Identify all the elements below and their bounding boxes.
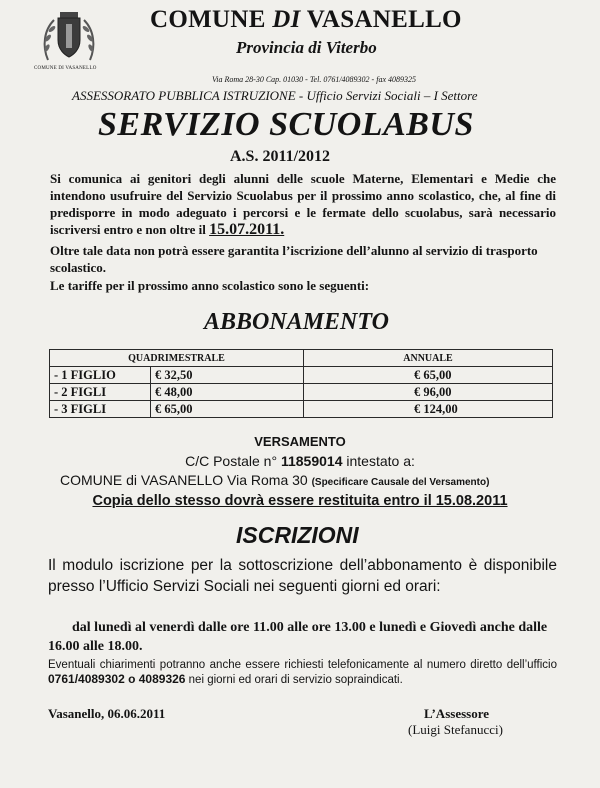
postal-account-line: C/C Postale n° 11859014 intestato a: xyxy=(185,453,415,469)
table-row xyxy=(50,384,553,401)
signatory-role: L’Assessore xyxy=(424,706,490,721)
postal-account-number: 11859014 xyxy=(280,453,343,469)
guarantee-paragraph: Oltre tale data non potrà essere garantita l’iscrizione dell’alunno al servizio di trasporto scolastico. xyxy=(50,243,538,275)
registration-deadline: 15.07.2011. xyxy=(209,221,285,238)
address-line: Via Roma 28-30 Cap. 01030 - Tel. 0761/4089302 - fax 4089325 xyxy=(212,75,416,84)
abbonamento-heading: ABBONAMENTO xyxy=(204,309,389,335)
office-line: ASSESSORATO PUBBLICA ISTRUZIONE - Ufficio Servizi Sociali – I Settore xyxy=(72,88,478,103)
table-row xyxy=(50,367,553,384)
province-subtitle: Provincia di Viterbo xyxy=(236,38,377,57)
municipality-title: COMUNE DI VASANELLO xyxy=(150,6,462,33)
crest-caption: COMUNE DI VASANELLO xyxy=(34,66,97,71)
fees-table xyxy=(49,349,553,418)
signatory-name: (Luigi Stefanucci) xyxy=(408,722,503,737)
return-copy-notice: Copia dello stesso dovrà essere restituita entro il 15.08.2011 xyxy=(92,493,508,509)
column-annuale: ANNUALE xyxy=(304,350,553,367)
versamento-heading: VERSAMENTO xyxy=(254,434,346,449)
column-quadrimestrale: QUADRIMESTRALE xyxy=(50,350,304,367)
row-label: - 3 FIGLI xyxy=(50,401,151,418)
school-year: A.S. 2011/2012 xyxy=(230,148,331,165)
enrollment-paragraph: Il modulo iscrizione per la sottoscrizione dell’abbonamento è disponibile presso l’Ufficio Servizi Sociali nei seguenti giorni ed orari: xyxy=(48,557,557,595)
payee-line: COMUNE di VASANELLO Via Roma 30 (Specificare Causale del Versamento) xyxy=(60,472,490,488)
quadrimestrale-fee: € 48,00 xyxy=(151,384,304,401)
service-heading: SERVIZIO SCUOLABUS xyxy=(98,106,474,143)
office-hours: dal lunedì al venerdì dalle ore 11.00 alle ore 13.00 e lunedì e Giovedì anche dalle 16.00 alle 18.00. xyxy=(48,620,548,654)
place-date: Vasanello, 06.06.2011 xyxy=(48,706,166,721)
intro-paragraph: Si comunica ai genitori degli alunni delle scuole Materne, Elementari e Medie che intendono usufruire del Servizio Scuolabus per il prossimo anno scolastico, che, al fine di predisporre in modo adeguato i percorsi e le fermate dello scuolabus, sarà necessario iscriversi entro e non oltre il 15.07.2011. xyxy=(50,171,556,238)
contact-phones: 0761/4089302 o 4089326 xyxy=(48,672,186,686)
contact-paragraph: Eventuali chiarimenti potranno anche essere richiesti telefonicamente al numero diretto dell’ufficio 0761/4089302 o 4089326 nei giorni ed orari di servizio sopraindicati. xyxy=(48,659,557,686)
row-label: - 1 FIGLIO xyxy=(50,367,151,384)
causale-note: (Specificare Causale del Versamento) xyxy=(311,477,490,488)
fees-intro: Le tariffe per il prossimo anno scolastico sono le seguenti: xyxy=(50,278,370,293)
table-row xyxy=(50,401,553,418)
annuale-fee: € 96,00 xyxy=(304,384,553,401)
municipal-crest-icon xyxy=(40,8,98,66)
row-label: - 2 FIGLI xyxy=(50,384,151,401)
quadrimestrale-fee: € 65,00 xyxy=(151,401,304,418)
annuale-fee: € 65,00 xyxy=(304,367,553,384)
annuale-fee: € 124,00 xyxy=(304,401,553,418)
table-header-row xyxy=(50,350,553,367)
quadrimestrale-fee: € 32,50 xyxy=(151,367,304,384)
iscrizioni-heading: ISCRIZIONI xyxy=(236,522,359,548)
